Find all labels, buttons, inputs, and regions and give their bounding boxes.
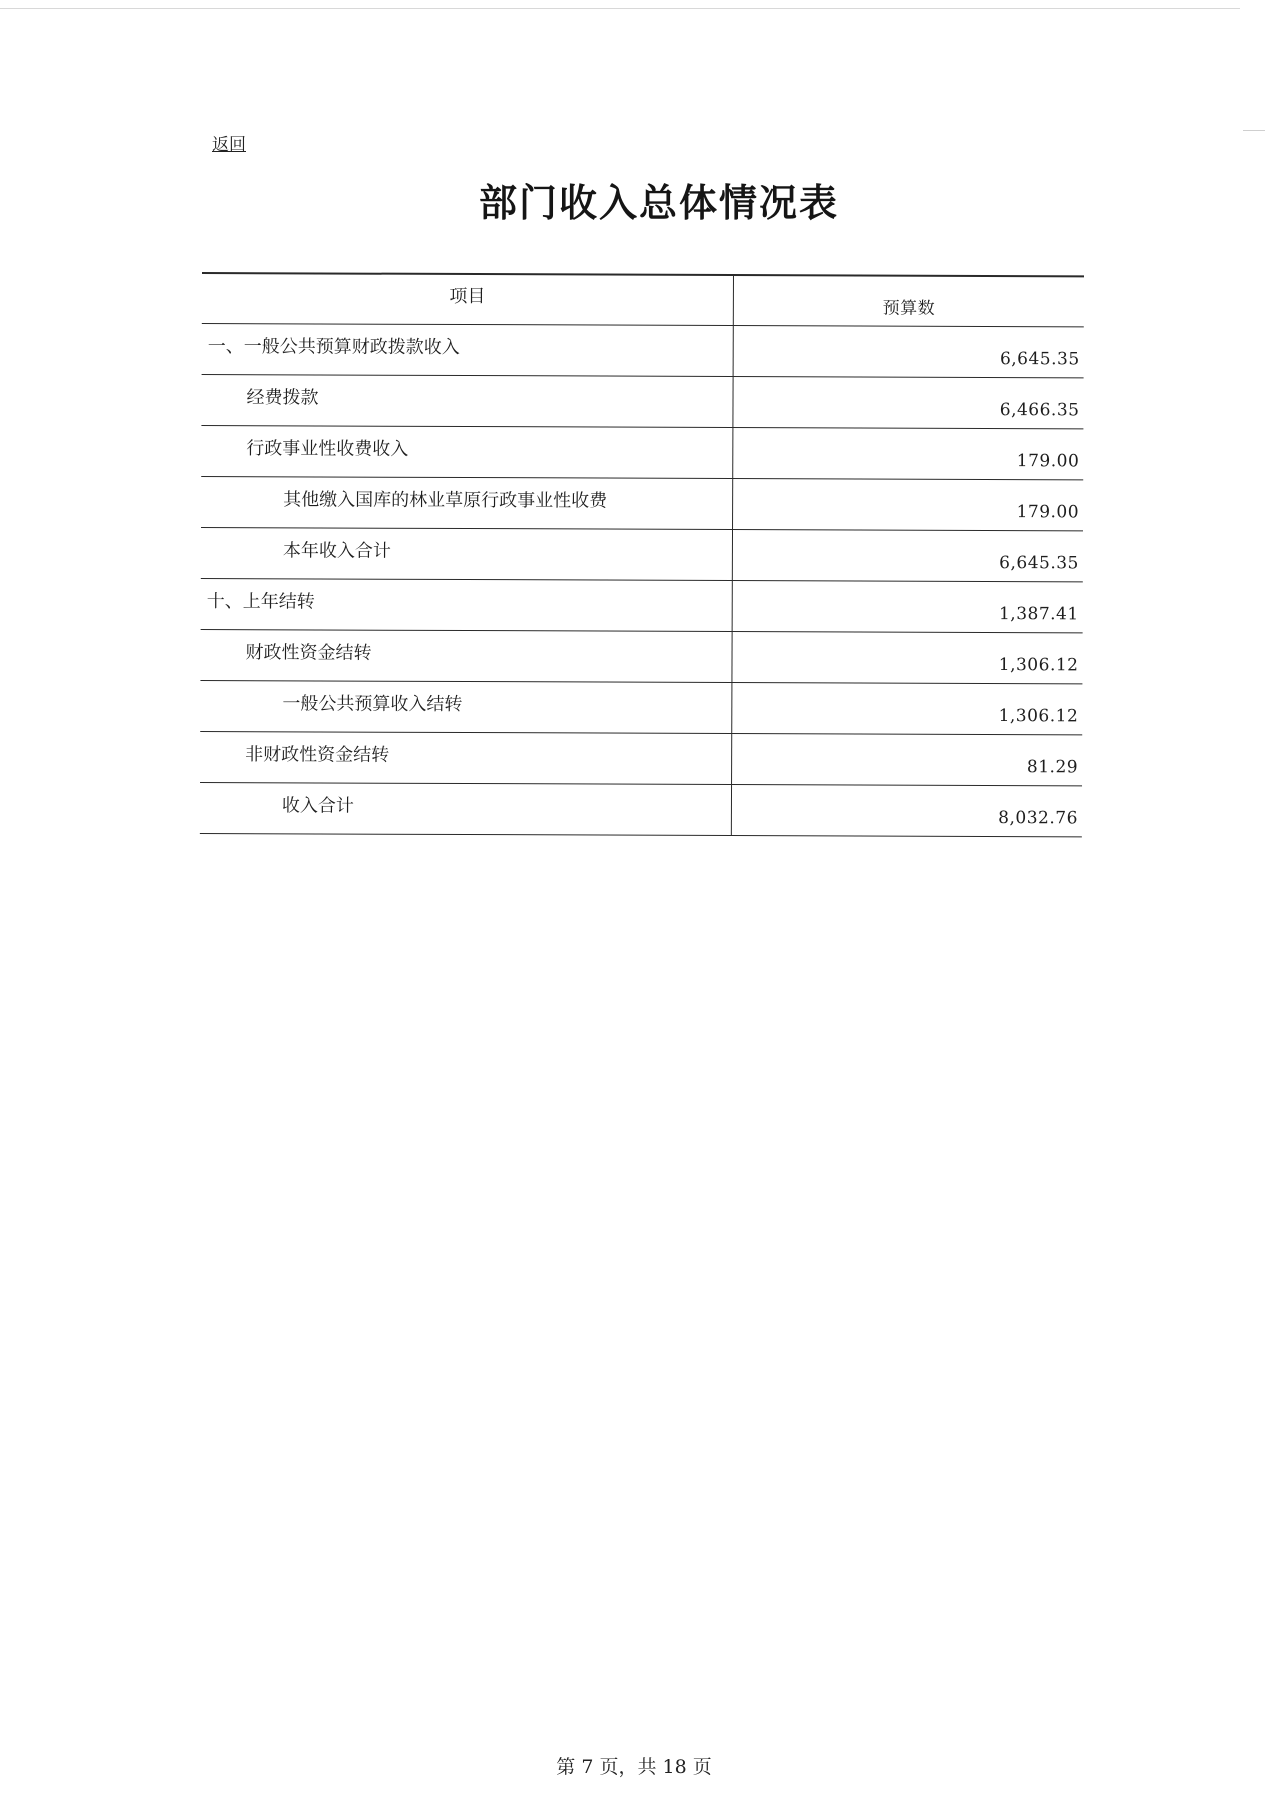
income-table	[200, 272, 1084, 837]
row-amount: 6,645.35	[999, 349, 1080, 370]
page-top-edge	[0, 8, 1240, 9]
row-label: 财政性资金结转	[200, 630, 732, 682]
row-amount: 6,466.35	[999, 400, 1080, 421]
row-amount: 6,645.35	[999, 553, 1079, 574]
page-footer: 第 7 页，共 18 页	[556, 1756, 712, 1778]
row-label: 非财政性资金结转	[200, 732, 732, 784]
row-amount: 1,387.41	[998, 604, 1079, 625]
row-label: 其他缴入国库的林业草原行政事业性收费	[201, 477, 733, 529]
row-label: 一、一般公共预算财政拨款收入	[202, 324, 734, 376]
row-amount: 1,306.12	[998, 655, 1079, 676]
table-body	[200, 324, 1084, 837]
table-row	[200, 783, 1082, 837]
table-row	[201, 579, 1083, 633]
table-row	[202, 324, 1084, 378]
row-label: 收入合计	[200, 783, 732, 835]
table-row	[200, 681, 1082, 735]
column-header-amount: 预算数	[882, 298, 936, 319]
row-label: 行政事业性收费收入	[201, 426, 733, 478]
row-label: 本年收入合计	[201, 528, 733, 580]
row-amount: 8,032.76	[998, 808, 1078, 829]
back-link[interactable]: 返回	[212, 135, 246, 155]
row-label: 经费拨款	[201, 375, 733, 427]
scan-margin-mark	[1243, 130, 1265, 131]
row-amount: 81.29	[1026, 757, 1079, 778]
page-title: 部门收入总体情况表	[478, 181, 839, 225]
row-amount: 179.00	[1016, 451, 1080, 472]
row-amount: 179.00	[1016, 502, 1080, 523]
row-amount: 1,306.12	[998, 706, 1079, 727]
row-label: 一般公共预算收入结转	[200, 681, 732, 733]
table-row	[201, 477, 1083, 531]
table-row	[201, 426, 1083, 480]
table-row	[200, 732, 1082, 786]
column-header-item: 项目	[202, 274, 734, 325]
row-label: 十、上年结转	[201, 579, 733, 631]
table-row	[201, 375, 1083, 429]
table-header-row	[202, 272, 1084, 327]
table-row	[201, 528, 1083, 582]
table-row	[200, 630, 1082, 684]
